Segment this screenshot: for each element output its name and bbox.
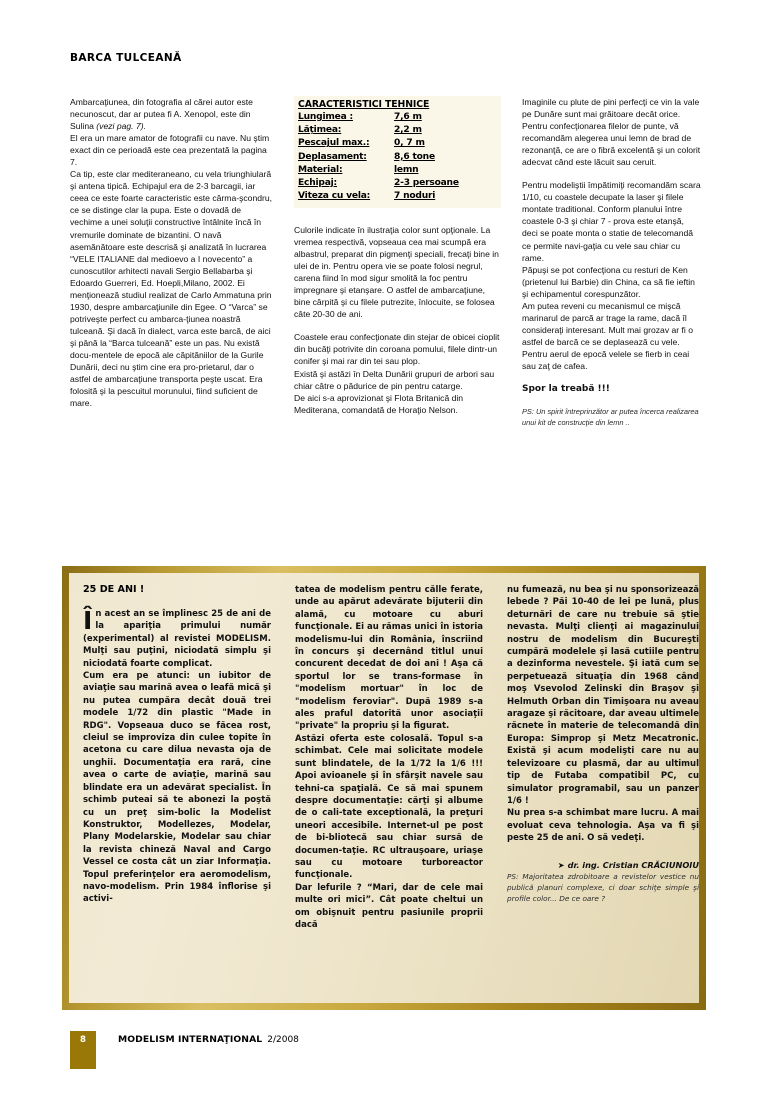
issue-number: 2/2008 bbox=[267, 1035, 299, 1045]
paragraph: El era un mare amator de fotografii cu nave. Nu ştim exact din ce perioadă este cea prezentată la pagina 7. bbox=[70, 133, 270, 168]
paragraph: Ambarcaţiunea, din fotografia al cărei autor este necunoscut, dar ar putea fi A. Xenopol, este din Sulina (vezi pag. 7). bbox=[70, 97, 253, 132]
page-reference: (vezi pag. 7). bbox=[96, 121, 146, 132]
spec-label: Viteza cu vela: bbox=[298, 191, 371, 202]
box-article-title: 25 DE ANI ! bbox=[83, 584, 145, 595]
top-right-column bbox=[522, 96, 702, 428]
spec-table-title: CARACTERISTICI TEHNICE bbox=[298, 99, 430, 110]
paragraph: Cum era pe atunci: un iubitor de aviaţie sau marină avea o leafă mică şi nu putea cumpăra decât două trei modele 1/72 din plastic "Made in RDG". Vopseaua duco se făcea rost, cleiul se improviza din culee topite în acetona cu care dilua nevasta oja de unghii. Documentaţia era rară, cine avea o carte de aviaţie, marină sau blindate era un adevărat specialist. În schimb puteai să te abonezi la poştă cu un preţ sim-bolic la Modelist Konstruktor, Modellezes, Modelar, Plany Modelarskie, Modelar sau chiar la revista chineză Naval and Cargo Vessel ce costa cât un ziar Informaţia. Topul preferinţelor era aeromodelism, navo-modelism. Prin 1984 înflorise şi activi- bbox=[83, 671, 271, 905]
paragraph-text: n acest an se împlinesc 25 de ani de la apariţia primului număr (experimental) al revistei MODELISM. Mulţi sau puţini, niciodată simplu şi niciodată foarte complicat. bbox=[83, 609, 271, 669]
page-number-badge: 8 bbox=[70, 1031, 96, 1069]
arrow-icon: ➤ bbox=[557, 859, 565, 870]
paragraph: Pentru modeliştii împătimiţi recomandăm scara 1/10, cu coastele decupate la laser şi filele montate traditional. Conform planului între coastele 0-3 şi chiar 7 - prova este etanşă, deci se poate monta o statie de telecomandă ce permite navi-gaţia cu vele sau chiar cu rame. bbox=[522, 180, 701, 263]
paragraph: Am putea reveni cu mecanismul ce mişcă marinarul de parcă ar trage la rame, dacă îl consideraţi interesant. Mult mai grozav ar fi o astfel de barcă ce se deplasează cu vele. bbox=[522, 300, 693, 347]
spec-box-spacer bbox=[294, 96, 501, 224]
page-title: BARCA TULCEANĂ bbox=[70, 52, 182, 64]
page-footer bbox=[70, 1031, 710, 1071]
author-name: dr. ing. Cristian CRĂCIUNOIU bbox=[567, 859, 699, 870]
drop-cap: Î bbox=[83, 606, 93, 635]
paragraph: De aici s-a aprovizionat şi Flota Britanică din Mediterana, comandată de Horaţio Nelson. bbox=[294, 392, 464, 415]
spec-label: Pescajul max.: bbox=[298, 138, 370, 149]
footer-magazine-line bbox=[118, 1034, 299, 1045]
anniversary-article-box bbox=[62, 566, 706, 1010]
postscript-note: PS: Un spirit întreprinzător ar putea încerca realizarea unui kit de construcţie din lemn .. bbox=[522, 407, 699, 428]
spec-value: 2-3 persoane bbox=[394, 178, 459, 189]
paragraph: Păpuşi se pot confecţiona cu resturi de Ken (prietenul lui Barbie) din China, ca să fie ieftin şi echipamentul corespunzător. bbox=[522, 264, 695, 299]
top-article-zone bbox=[70, 96, 702, 556]
paragraph: Pentru aerul de epocă velele se fierb in ceai sau zaţ de cafea. bbox=[522, 348, 690, 371]
spec-label: Deplasament: bbox=[298, 151, 367, 162]
paragraph-gap bbox=[522, 395, 702, 406]
box-column-3 bbox=[507, 584, 699, 904]
spec-value: 2,2 m bbox=[394, 125, 422, 136]
paragraph: Coastele erau confecţionate din stejar de obicei cioplit din bucăţi potrivite din coroana pomului, filele dintr-un conifer şi mai rar din tei sau plop. bbox=[294, 332, 500, 367]
box-column-2 bbox=[295, 584, 483, 931]
spec-label: Echipaj: bbox=[298, 178, 337, 189]
box-postscript: PS: Majoritatea zdrobitoare a revistelor vestice nu publică planuri complexe, ci doar schiţe simple şi profile color... De ce oare ? bbox=[507, 871, 699, 903]
paragraph-gap bbox=[294, 320, 501, 331]
top-middle-column bbox=[294, 96, 501, 416]
spec-label: Lungimea : bbox=[298, 112, 353, 122]
paragraph: Ca tip, este clar mediteraneano, cu vela triunghiulară şi antena tipică. Echipajul era de 2-3 barcagii, iar ceea ce este foarte caracteristic este cârma-şcondru, ce se distinge clar la pupa. Este o dovadă de vechime a unei soluţii constructive întâlnite încă în vremurile dominate de bizantini. O navă asemănătoare este descrisă şi analizată în lucrarea “VELE ITALIANE dal medioevo a I novecento” a cunoscutilor arhitecti navali Sergio Bellabarba şi Edoardo Guerreri, Ed. Hoepli,Milano, 2002. Ei menţionează studiul realizat de Carlo Ammatuna prin 1930, despre ambarcaţiunile din Egee. O “Varca” se potriveşte perfect cu ambarca-ţiunea noastră tulceană. Şi dacă în dialect, varca este barcă, de aici şi până la “Barca tulceană” este un pas. Nu există docu-mentele de epocă ale căpităniilor de la Gurile Dunării, deci nu ştim cine era pro-prietarul, dar o astfel de ambarcaţiune transporta peşte uscat. Era folosită şi la pescuitul morunului, fiind suficient de mare. bbox=[70, 169, 273, 409]
spec-value: 7,6 m bbox=[394, 112, 422, 122]
box-column-1 bbox=[83, 608, 271, 906]
spec-value: lemn bbox=[394, 164, 419, 175]
author-signature bbox=[507, 859, 699, 871]
paragraph bbox=[83, 608, 271, 670]
paragraph-gap bbox=[522, 168, 702, 179]
box-content-area bbox=[69, 573, 699, 1003]
spec-value: 0, 7 m bbox=[394, 138, 425, 149]
spec-value: 7 noduri bbox=[394, 191, 436, 202]
paragraph: tatea de modelism pentru călle ferate, unde au apărut adevărate bijuterii din alamă, cu motoare cu aburi funcţionale. Ei au rămas unici în istoria modelismu-lui din România, înscriind în concurs şi decernând titlul unui concurent decedat de doi ani ! Aşa că sportul lor se trans-formase în "modelism mortuar" în loc de "modelism feroviar". După 1989 s-a ales praful datorită unor asociaţii "private" la propriu şi la figurat. Astăzi oferta este colosală. Topul s-a schimbat. Cele mai solicitate modele sunt blindatele, de la 1/72 la 1/6 !!! Apoi avioanele şi în sfârşit navele sau tehni-ca spaţială. Ce să mai spunem despre documentaţie: cărţi şi albume de o cali-tate exceptională, la preţuri uneori accesibile. Internet-ul pe post de bi-bliotecă sau chiar sursă de documen-taţie. RC ultrauşoare, uriaşe sau cu motoare turboreactor funcţionale. Dar lefurile ? “Mari, dar de cele mai multe ori mici”. Cât poate cheltui un om obişnuit pentru pasiunile proprii dacă bbox=[295, 585, 483, 930]
paragraph: Culorile indicate în ilustraţia color sunt opţionale. La vremea respectivă, vopseaua cea mai scumpă era albastrul, preparat din pigmenţi speciali, frecaţi bine in ulei de in. Pentru opera vie se poate folosi negrul, carena fiind în mod sigur smolită la foc pentru impregnare şi etanşare. O astfel de ambarcaţiune, bine cârpită şi cu filele putrezite, înlocuite, se folosea câte 20-30 de ani. bbox=[294, 225, 499, 320]
spec-label: Lăţimea: bbox=[298, 125, 342, 136]
paragraph: nu fumează, nu bea şi nu sponsorizează lebede ? Păi 10-40 de lei pe lună, plus deturnări de care nu trebuie să ştie nevasta. Mulţi clienţi ai magazinului nostru de modelism din Bucureşti cumpără modelele şi lasă cutiile pentru a dezinforma nevestele. Şi iată cum se perpetuează situaţia din 1968 când moş Vsevolod Zelinski din Braşov şi Helmuth Orban din Timişoara nu aveau aragaze şi răcitoare, dar aveau ultimele răcnete în materie de telecomandă din Europa: Simprop şi Metz Mecatronic. Există şi acum modelişti care nu au televizoare cu plasmă, dar au ultimul tip de Futaba compatibil PC, cu simulator programabil, sau un panzer 1/6 ! Nu prea s-a schimbat mare lucru. A mai evoluat ceva tehnologia. Aşa va fi şi peste 25 de ani. O să vedeţi. bbox=[507, 585, 699, 844]
top-left-column bbox=[70, 96, 274, 409]
paragraph: Pentru confecţionarea filelor de punte, vă recomandăm alegerea unui lemn de brad de rezonanţă, ce are o fibră excelentă şi un colorit adecvat când este lăcuit sau ceruit. bbox=[522, 121, 701, 168]
box-gold-frame bbox=[62, 566, 706, 1010]
spec-label: Material: bbox=[298, 164, 343, 175]
magazine-name: MODELISM INTERNAŢIONAL bbox=[118, 1034, 263, 1045]
spec-value: 8,6 tone bbox=[394, 151, 435, 162]
paragraph-gap bbox=[522, 372, 702, 383]
paragraph: Imaginile cu plute de pini perfecţi ce vin la vale pe Dunăre sunt mai grăitoare decât orice. bbox=[522, 97, 700, 120]
paragraph: Există şi astăzi în Delta Dunării grupuri de arbori sau chiar câtre o pădurice de pin pentru catarge. bbox=[294, 368, 495, 391]
closing-exclamation: Spor la treabă !!! bbox=[522, 384, 610, 395]
box-columns bbox=[83, 585, 699, 998]
